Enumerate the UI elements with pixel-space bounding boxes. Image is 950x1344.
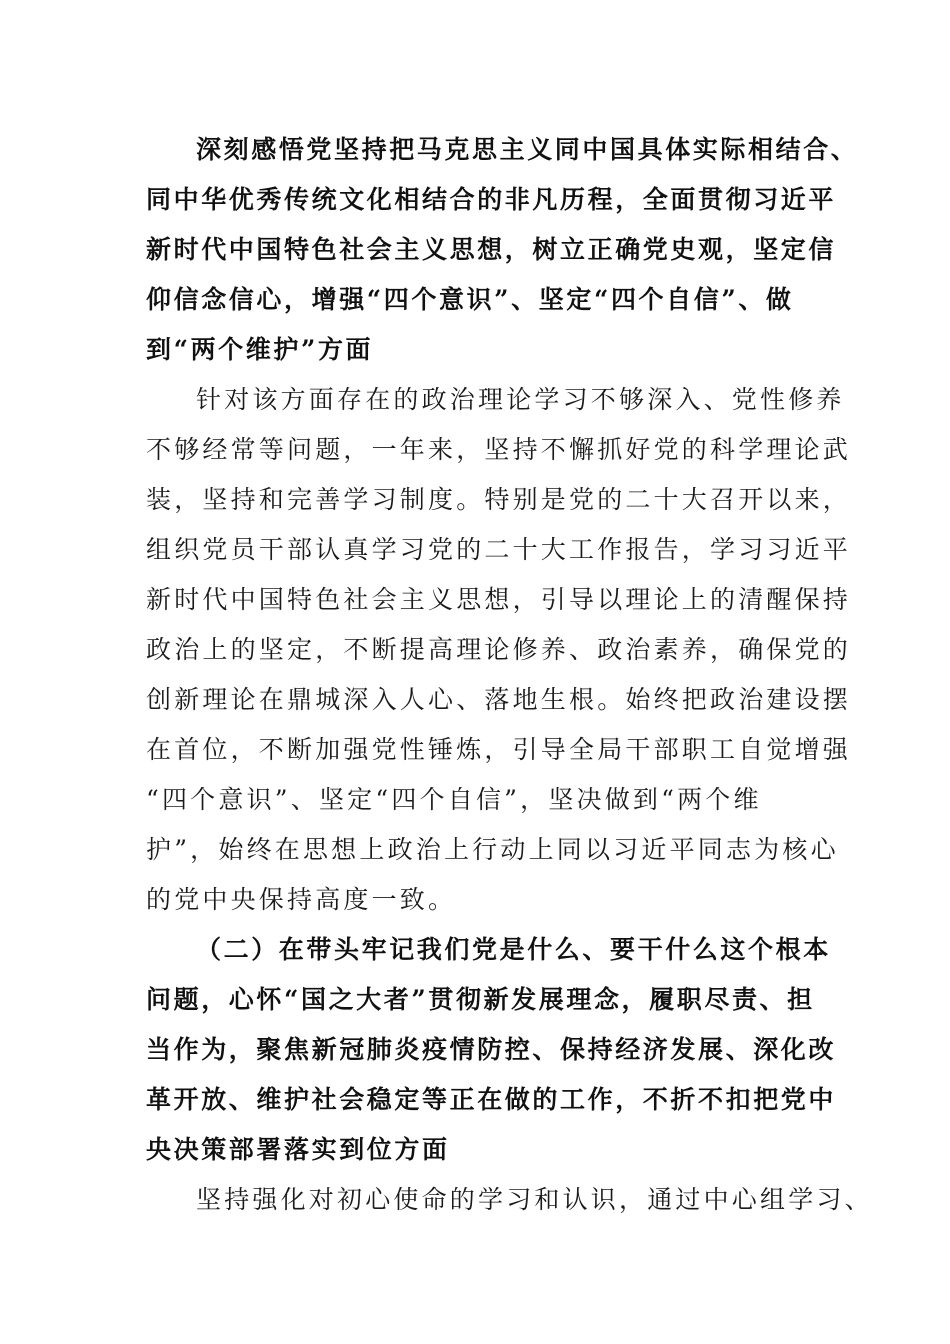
section-one-body-line: 不够经常等问题，一年来，坚持不懈抓好党的科学理论武 <box>146 435 852 464</box>
section-one-heading-line: 到“两个维护”方面 <box>146 335 374 364</box>
section-one-body-line: 在首位，不断加强党性锤炼，引导全局干部职工自觉增强 <box>146 735 852 764</box>
section-one-body-line: “四个意识”、坚定“四个自信”，坚决做到“两个维 <box>146 785 762 814</box>
section-two-body-line: 坚持强化对初心使命的学习和认识，通过中心组学习、 <box>196 1185 873 1214</box>
section-one-body-line: 新时代中国特色社会主义思想，引导以理论上的清醒保持 <box>146 585 852 614</box>
section-two-heading-line: 问题，心怀“国之大者”贯彻新发展理念，履职尽责、担 <box>146 985 815 1014</box>
section-one-body-line: 创新理论在鼎城深入人心、落地生根。始终把政治建设摆 <box>146 685 852 714</box>
section-one-heading-line: 仰信念信心，增强“四个意识”、坚定“四个自信”、做 <box>146 285 794 314</box>
section-one-body-line: 的党中央保持高度一致。 <box>146 885 457 914</box>
section-one-heading-line: 深刻感悟党坚持把马克思主义同中国具体实际相结合、 <box>196 135 859 164</box>
section-two-heading-line: 当作为，聚焦新冠肺炎疫情防控、保持经济发展、深化改 <box>146 1035 837 1064</box>
section-one-body-line: 护”，始终在思想上政治上行动上同以习近平同志为核心 <box>146 835 839 864</box>
section-one-body-line: 针对该方面存在的政治理论学习不够深入、党性修养 <box>196 385 845 414</box>
section-one-body-line: 政治上的坚定，不断提高理论修养、政治素养，确保党的 <box>146 635 852 664</box>
section-two-heading-line: 央决策部署落实到位方面 <box>146 1135 450 1164</box>
section-one-heading-line: 同中华优秀传统文化相结合的非凡历程，全面贯彻习近平 <box>146 185 837 214</box>
section-one-heading-line: 新时代中国特色社会主义思想，树立正确党史观，坚定信 <box>146 235 837 264</box>
section-one-body-line: 装，坚持和完善学习制度。特别是党的二十大召开以来， <box>146 485 852 514</box>
section-two-heading-line: （二）在带头牢记我们党是什么、要干什么这个根本 <box>196 935 831 964</box>
section-two-heading-line: 革开放、维护社会稳定等正在做的工作，不折不扣把党中 <box>146 1085 837 1114</box>
section-one-body-line: 组织党员干部认真学习党的二十大工作报告，学习习近平 <box>146 535 852 564</box>
